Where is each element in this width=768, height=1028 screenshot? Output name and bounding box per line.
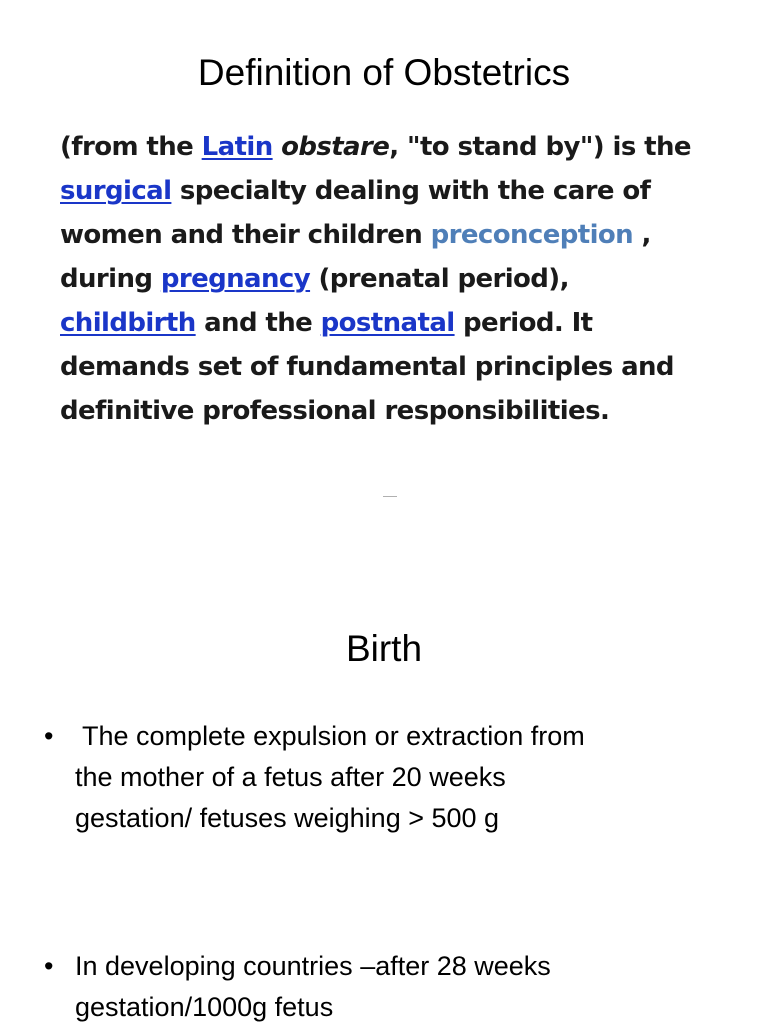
bullet-text-line: In developing countries –after 28 weeks (75, 951, 551, 981)
definition-line: demands set of fundamental principles and (60, 352, 674, 382)
text-span: period. It (454, 308, 593, 338)
childbirth-link[interactable]: childbirth (60, 308, 196, 338)
text-span: and the (195, 308, 321, 338)
definition-line (60, 213, 750, 257)
definition-paragraph (60, 125, 750, 433)
slide-title: Definition of Obstetrics (197, 52, 571, 93)
bullet-marker: • (44, 721, 54, 751)
text-span: specialty dealing with the care of (171, 176, 651, 206)
obstare-term: obstare (281, 132, 390, 162)
postnatal-link[interactable]: postnatal (320, 308, 455, 338)
latin-link[interactable]: Latin (201, 132, 273, 162)
bullet-text-line: gestation/ fetuses weighing > 500 g (75, 803, 500, 833)
definition-line (60, 125, 750, 169)
text-span: women and their children (60, 220, 431, 250)
section-title: Birth (345, 628, 423, 669)
text-span: during (60, 264, 161, 294)
definition-line (60, 301, 750, 345)
definition-line: definitive professional responsibilities. (60, 396, 610, 426)
text-span: , (633, 220, 651, 250)
bullet-text-line: The complete expulsion or extraction from (75, 721, 585, 751)
text-span: , "to stand by") is the (389, 132, 691, 162)
definition-line (60, 169, 750, 213)
surgical-link[interactable]: surgical (60, 176, 172, 206)
text-span (273, 132, 281, 162)
pregnancy-link[interactable]: pregnancy (160, 264, 311, 294)
list-item (40, 716, 740, 839)
bullet-text-line: gestation/1000g fetus (75, 992, 334, 1022)
definition-line (60, 257, 750, 301)
divider-mark (383, 496, 397, 497)
bullet-marker: • (44, 951, 54, 981)
list-item (40, 946, 740, 1028)
text-span: (from the (60, 132, 202, 162)
preconception-term: preconception (430, 220, 634, 250)
bullet-text-line: the mother of a fetus after 20 weeks (75, 762, 506, 792)
text-span: (prenatal period), (310, 264, 569, 294)
